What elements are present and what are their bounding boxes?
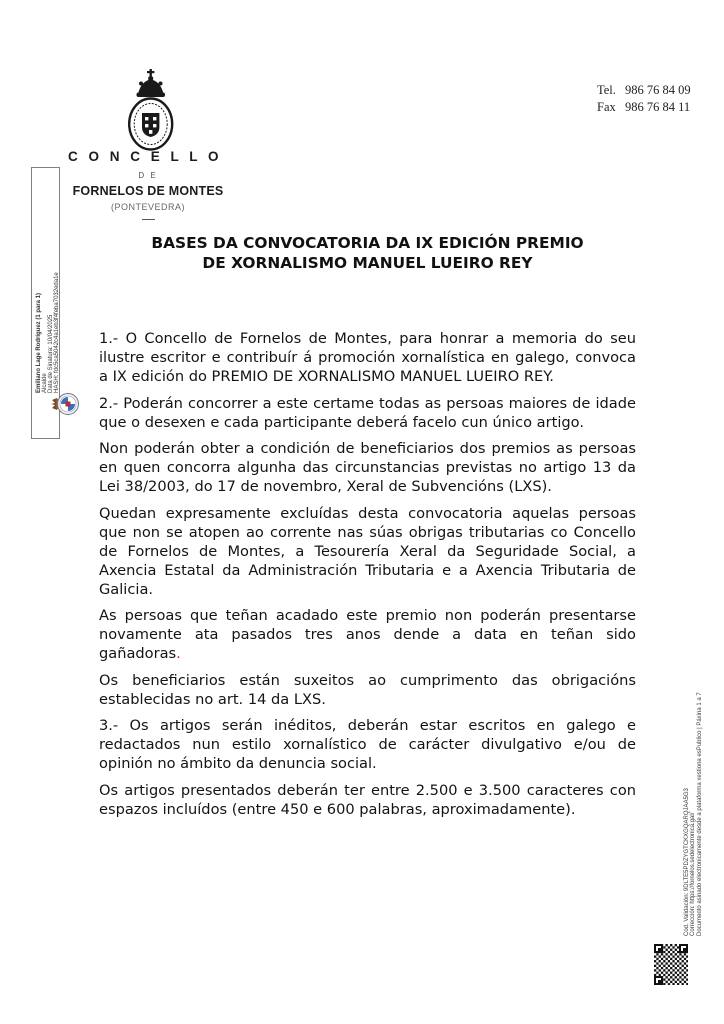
org-municipality: FORNELOS DE MONTES [72,184,224,198]
qr-code-icon [654,944,688,985]
validation-margin-text [684,591,703,936]
signature-hash: HASH: fdc5ca5042c4a1eb3f4feba7032eda1e [54,272,60,393]
tel-label: Tel. [597,83,616,97]
color-coat-of-arms-stamp-icon [50,387,80,421]
verification-url: Corrección: https://fornelos.sedelectronica.gal/ [690,812,697,936]
signature-margin-text [36,263,60,393]
paragraph: Quedan expresamente excluídas desta convocatoria aquelas persoas que non se atopen ao corrente nas súas obrigas tributarias co Concello de Fornelos de Montes, a Tesourería Xeral da Seguridade Social, a Axencia Estatal da Administración Tributaria e a Axencia Tributaria de Galicia. [99,504,636,598]
org-divider [142,219,155,220]
document-body [99,329,636,826]
signer-role: Alcalde [42,373,48,393]
paragraph: 2.- Poderán concorrer a este certame todas as persoas maiores de idade que o desexen e cada participante deberá facelo cun único artigo. [99,394,636,431]
paragraph: 1.- O Concello de Fornelos de Montes, para honrar a memoria do seu ilustre escritor e contribuír á promoción xornalística en galego, convoca a IX edición do PREMIO DE XORNALISMO MANUEL LUEIRO REY. [99,330,636,385]
signature-date: Data de Sinatura: 10/04/2025 [48,314,54,393]
paragraph-text: As persoas que teñan acadado este premio non poderán presentarse novamente ata pasados tres anos dende a data en teñan sido gañadoras [99,607,636,662]
tel-number: 986 76 84 09 [625,83,691,97]
qr-finder-pattern [679,944,688,953]
paragraph: Os artigos presentados deberán ter entre 2.500 e 3.500 caracteres con espazos incluídos (entre 450 e 600 palabras, aproximadamente). [99,781,636,818]
title-line-2: DE XORNALISMO MANUEL LUEIRO REY [202,254,533,272]
platform-note: Documento asinado electronicamente desde a plataforma xestiona esPublico | Páxina 1 a 7 [696,692,703,936]
paragraph: Non poderán obter a condición de beneficiarios dos premios as persoas en quen concorra algunha das circunstancias previstas no artigo 13 da Lei 38/2003, do 17 de novembro, Xeral de Subvencións (LXS). [99,440,636,495]
signer-name: Emiliano Lage Rodríguez (1 para 1) [36,292,42,393]
org-name: C O N C E L L O [68,149,223,164]
org-province: (PONTEVEDRA) [110,202,185,212]
red-period: . [176,645,181,662]
organization-block [62,149,234,220]
title-line-1: BASES DA CONVOCATORIA DA IX EDICIÓN PREMIO [151,234,584,252]
fax-label: Fax [597,100,616,114]
validation-code: Cod. Validación: 9DLTE5PDZYGTCKXGQARQJAA5G3 [684,788,690,936]
paragraph: 3.- Os artigos serán inéditos, deberán estar escritos en galego e redactados nun estilo xornalístico de carácter divulgativo e/ou de opinión no ámbito da denuncia social. [99,717,636,772]
paragraph [99,606,636,663]
qr-finder-pattern [654,944,663,953]
contact-block [597,82,691,116]
paragraph: Os beneficiarios están suxeitos ao cumprimento das obrigacións establecidas no art. 14 da LXS. [99,671,636,708]
phone-row [597,82,691,99]
qr-finder-pattern [654,976,663,985]
page-title [99,233,636,273]
fax-row [597,99,691,116]
fax-number: 986 76 84 11 [625,100,691,114]
org-de: D E [138,171,158,180]
municipal-coat-of-arms-icon [122,68,180,154]
